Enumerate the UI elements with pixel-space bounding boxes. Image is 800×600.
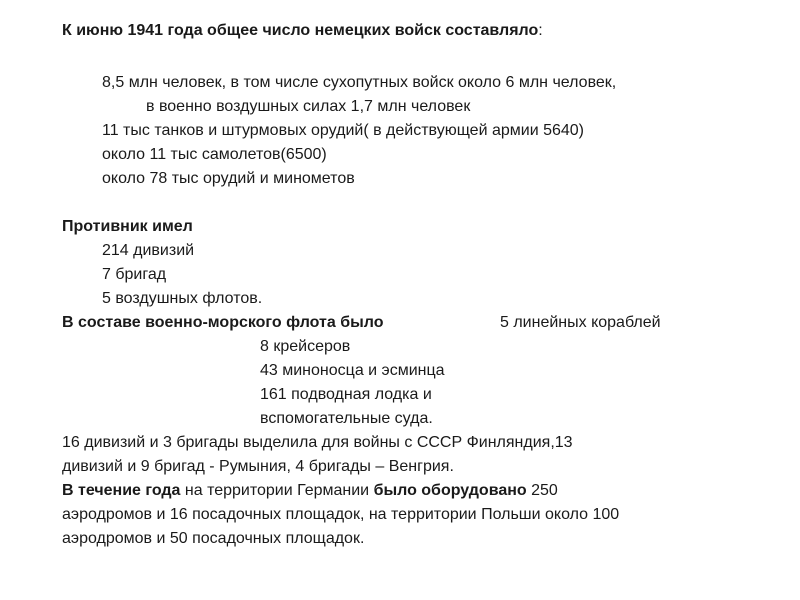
allies-line: 16 дивизий и 3 бригады выделила для войны с СССР Финляндия,13	[62, 434, 573, 451]
enemy-heading: Противник имел	[62, 218, 193, 235]
navy-item: 5 линейных кораблей	[500, 314, 661, 331]
enemy-item: 7 бригад	[102, 266, 167, 283]
navy-item: 43 миноносца и эсминца	[260, 362, 445, 379]
intro-heading: К июню 1941 года общее число немецких войск составляло	[62, 22, 539, 39]
navy-heading: В составе военно-морского флота было	[62, 314, 384, 331]
intro-item: около 11 тыс самолетов(6500)	[102, 146, 327, 163]
airfields-text-2: 250	[526, 482, 558, 499]
airfields-lead: В течение года	[62, 482, 181, 499]
intro-heading-line	[62, 20, 543, 42]
airfields-mid: было оборудовано	[373, 482, 527, 499]
navy-item: 8 крейсеров	[260, 338, 351, 355]
airfields-line-3: аэродромов и 50 посадочных площадок.	[62, 530, 365, 547]
enemy-item: 5 воздушных флотов.	[102, 290, 263, 307]
navy-item: вспомогательные суда.	[260, 410, 433, 427]
intro-item: 8,5 млн человек, в том числе сухопутных войск около 6 млн человек,	[102, 74, 617, 91]
airfields-line-1	[62, 480, 558, 502]
intro-heading-colon: :	[538, 22, 543, 39]
allies-line: дивизий и 9 бригад - Румыния, 4 бригады – Венгрия.	[62, 458, 454, 475]
intro-item: около 78 тыс орудий и минометов	[102, 170, 355, 187]
navy-item: 161 подводная лодка и	[260, 386, 432, 403]
intro-item: 11 тыс танков и штурмовых орудий( в действующей армии 5640)	[102, 122, 584, 139]
airfields-line-2: аэродромов и 16 посадочных площадок, на территории Польши около 100	[62, 506, 620, 523]
airfields-text-1: на территории Германии	[180, 482, 374, 499]
intro-item: в военно воздушных силах 1,7 млн человек	[146, 98, 471, 115]
enemy-item: 214 дивизий	[102, 242, 195, 259]
